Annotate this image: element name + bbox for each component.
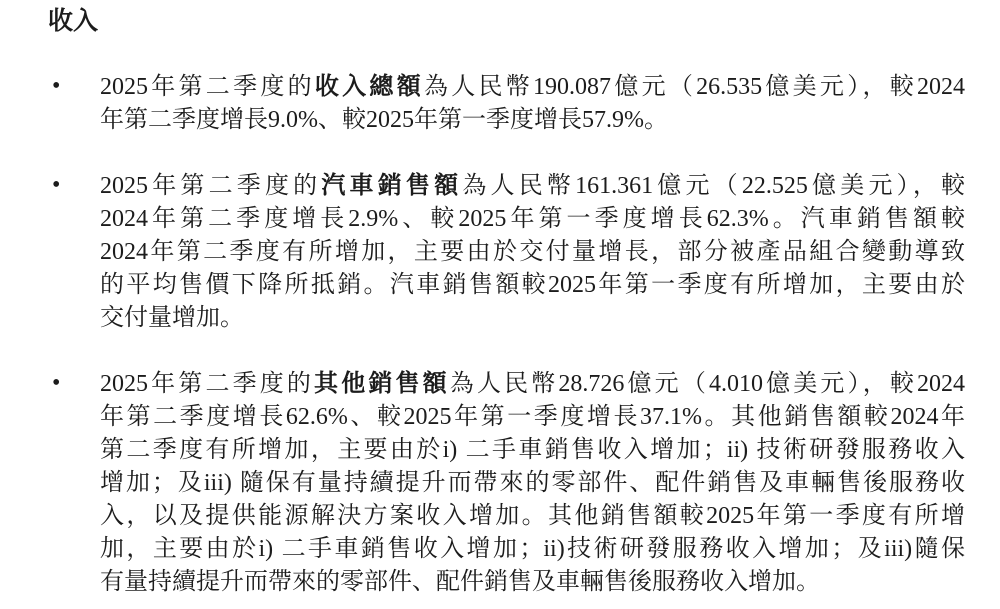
- text-segment: 2025年第二季度的: [100, 173, 322, 199]
- text-segment: 2024年第二季度增長2.9%、較2025年第一季度增長62.3%。汽車銷售額較: [100, 206, 965, 232]
- text-line: [100, 169, 965, 203]
- text-line: [100, 434, 965, 467]
- text-line: [100, 401, 965, 434]
- bullet-text: [100, 367, 965, 599]
- bullet-marker: •: [52, 172, 61, 198]
- text-line: [100, 236, 965, 269]
- bullet-marker: •: [52, 370, 61, 396]
- text-segment: 增加；及iii) 隨保有量持續提升而帶來的零部件、配件銷售及車輛售後服務收: [100, 470, 965, 496]
- text-segment: 的平均售價下降所抵銷。汽車銷售額較2025年第一季度有所增加，主要由於: [100, 272, 965, 298]
- text-segment: 第二季度有所增加，主要由於i) 二手車銷售收入增加；ii) 技術研發服務收入: [100, 437, 965, 463]
- bullet-item: [52, 70, 966, 137]
- bullet-text: [100, 169, 965, 335]
- text-line: [100, 467, 965, 500]
- bullet-list: [52, 70, 966, 599]
- text-line: [100, 70, 965, 104]
- bold-term: 汽車銷售額: [321, 172, 463, 199]
- text-segment: 交付量增加。: [100, 305, 244, 331]
- bold-term: 其他銷售額: [314, 370, 450, 397]
- text-line: [100, 500, 965, 533]
- text-segment: 為人民幣28.726億元（4.010億美元），較2024: [449, 371, 966, 397]
- text-line: [100, 104, 965, 137]
- bullet-text: [100, 70, 965, 137]
- text-line: [100, 269, 965, 302]
- text-segment: 年第二季度增長62.6%、較2025年第一季度增長37.1%。其他銷售額較2024年: [100, 404, 965, 430]
- bullet-item: [52, 169, 966, 335]
- text-segment: 有量持續提升而帶來的零部件、配件銷售及車輛售後服務收入增加。: [100, 569, 820, 595]
- text-line: [100, 533, 965, 566]
- text-segment: 年第二季度增長9.0%、較2025年第一季度增長57.9%。: [100, 107, 668, 133]
- text-line: [100, 302, 965, 335]
- section-heading: 收入: [48, 7, 99, 35]
- text-line: [100, 203, 965, 236]
- text-segment: 入，以及提供能源解決方案收入增加。其他銷售額較2025年第一季度有所增: [100, 503, 965, 529]
- text-segment: 為人民幣161.361億元（22.525億美元），較: [462, 173, 966, 199]
- text-line: [100, 367, 965, 401]
- bullet-item: [52, 367, 966, 599]
- text-segment: 2024年第二季度有所增加，主要由於交付量增長，部分被產品組合變動導致: [100, 239, 965, 265]
- text-segment: 2025年第二季度的: [100, 74, 315, 100]
- text-segment: 為人民幣190.087億元（26.535億美元），較2024: [423, 74, 966, 100]
- text-segment: 2025年第二季度的: [100, 371, 315, 397]
- text-line: [100, 566, 965, 599]
- bold-term: 收入總額: [314, 73, 424, 100]
- bullet-marker: •: [52, 73, 61, 99]
- text-segment: 加，主要由於i) 二手車銷售收入增加；ii)技術研發服務收入增加；及iii)隨保: [100, 536, 965, 562]
